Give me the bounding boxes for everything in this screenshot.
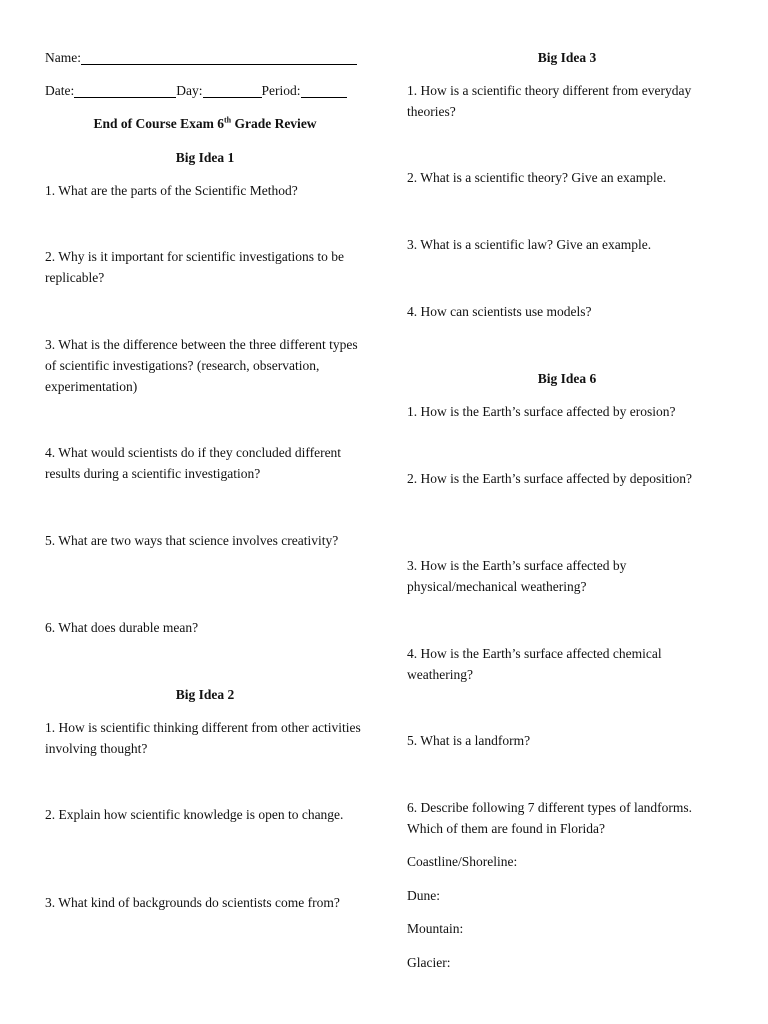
date-label: Date:	[45, 83, 75, 98]
big-idea-6-question-4: 4. How is the Earth’s surface affected chemical weathering?	[407, 646, 662, 682]
date-field-row	[45, 80, 365, 101]
period-line[interactable]	[301, 82, 347, 98]
big-idea-3-question-4: 4. How can scientists use models?	[407, 304, 592, 319]
day-line[interactable]	[203, 82, 262, 98]
name-field-row	[45, 47, 365, 68]
landform-glacier: Glacier:	[407, 955, 451, 970]
big-idea-6-question-5: 5. What is a landform?	[407, 733, 531, 748]
big-idea-2-heading: Big Idea 2	[175, 687, 235, 702]
big-idea-6-question-6: 6. Describe following 7 different types of landforms. Which of them are found in Florida?	[407, 800, 693, 836]
big-idea-1-question-3: 3. What is the difference between the three different types of scientific investigations? (research, observation, experimentation)	[45, 337, 358, 394]
big-idea-3-heading: Big Idea 3	[537, 50, 597, 65]
big-idea-1-question-4: 4. What would scientists do if they concluded different results during a scientific investigation?	[45, 445, 342, 481]
big-idea-6-heading: Big Idea 6	[537, 371, 597, 386]
day-label: Day:	[176, 83, 203, 98]
big-idea-1-question-5: 5. What are two ways that science involves creativity?	[45, 533, 339, 548]
page-title: End of Course Exam 6th Grade Review	[93, 115, 317, 131]
big-idea-2-question-1: 1. How is scientific thinking different from other activities involving thought?	[45, 720, 361, 756]
date-line[interactable]	[74, 82, 176, 98]
landform-dune: Dune:	[407, 888, 440, 903]
name-label: Name:	[45, 50, 81, 65]
big-idea-1-question-2: 2. Why is it important for scientific investigations to be replicable?	[45, 249, 344, 285]
period-label: Period:	[261, 83, 301, 98]
big-idea-6-question-1: 1. How is the Earth’s surface affected by erosion?	[407, 404, 676, 419]
big-idea-3-question-2: 2. What is a scientific theory? Give an example.	[407, 170, 667, 185]
big-idea-3-question-1: 1. How is a scientific theory different from everyday theories?	[407, 83, 692, 119]
landform-mountain: Mountain:	[407, 921, 464, 936]
big-idea-1-heading: Big Idea 1	[175, 150, 235, 165]
big-idea-1-question-6: 6. What does durable mean?	[45, 620, 199, 635]
landform-coastline: Coastline/Shoreline:	[407, 854, 518, 869]
name-line[interactable]	[81, 49, 357, 65]
big-idea-2-question-2: 2. Explain how scientific knowledge is open to change.	[45, 807, 344, 822]
big-idea-1-question-1: 1. What are the parts of the Scientific Method?	[45, 183, 298, 198]
big-idea-2-question-3: 3. What kind of backgrounds do scientists come from?	[45, 895, 340, 910]
big-idea-6-question-2: 2. How is the Earth’s surface affected by deposition?	[407, 471, 693, 486]
big-idea-3-question-3: 3. What is a scientific law? Give an example.	[407, 237, 652, 252]
big-idea-6-question-3: 3. How is the Earth’s surface affected by physical/mechanical weathering?	[407, 558, 627, 594]
